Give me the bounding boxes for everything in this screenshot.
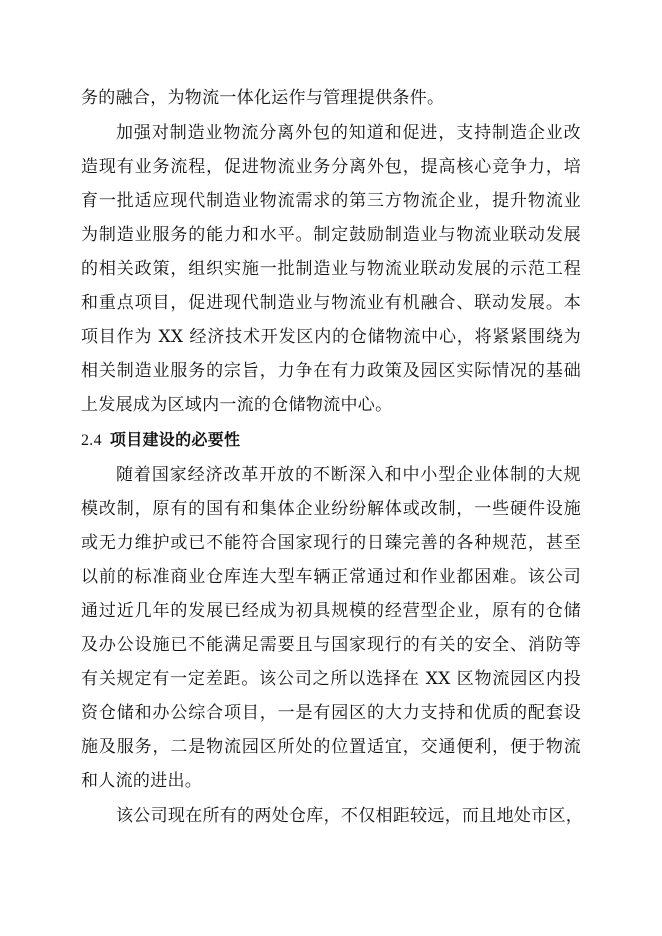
paragraph-line: 和重点项目，促进现代制造业与物流业有机融合、联动发展。本 xyxy=(81,293,581,313)
paragraph-line: 或无力维护或已不能符合国家现行的日臻完善的各种规范，甚至 xyxy=(81,533,581,553)
paragraph-line: 相关制造业服务的宗旨，力争在有力政策及园区实际情况的基础 xyxy=(81,361,581,381)
paragraph-line: 有关规定有一定差距。该公司之所以选择在 XX 区物流园区内投 xyxy=(81,669,581,689)
paragraph-line: 随着国家经济改革开放的不断深入和中小型企业体制的大规 xyxy=(116,465,581,485)
paragraph-line: 该公司现在所有的两处仓库，不仅相距较远，而且地处市区， xyxy=(116,806,584,826)
paragraph-line: 的相关政策，组织实施一批制造业与物流业联动发展的示范工程 xyxy=(81,259,581,279)
paragraph-line: 育一批适应现代制造业物流需求的第三方物流企业，提升物流业 xyxy=(81,191,581,211)
paragraph-line: 资仓储和办公综合项目，一是有园区的大力支持和优质的配套设 xyxy=(81,703,581,723)
section-number: 2.4 xyxy=(81,432,102,449)
section-heading xyxy=(81,430,581,451)
paragraph-line: 以前的标准商业仓库连大型车辆正常通过和作业都困难。该公司 xyxy=(81,567,581,587)
paragraph-line: 通过近几年的发展已经成为初具规模的经营型企业，原有的仓储 xyxy=(81,601,581,621)
paragraph-line: 加强对制造业物流分离外包的知道和促进，支持制造企业改 xyxy=(116,123,581,143)
paragraph-line: 施及服务，二是物流园区所处的位置适宜，交通便利，便于物流 xyxy=(81,737,581,757)
section-title: 项目建设的必要性 xyxy=(109,430,241,449)
paragraph-line: 为制造业服务的能力和水平。制定鼓励制造业与物流业联动发展 xyxy=(81,225,581,245)
paragraph-line: 上发展成为区域内一流的仓储物流中心。 xyxy=(81,395,393,415)
paragraph-line: 项目作为 XX 经济技术开发区内的仓储物流中心，将紧紧围绕为 xyxy=(81,327,581,347)
paragraph-line: 造现有业务流程，促进物流业务分离外包，提高核心竞争力，培 xyxy=(81,157,581,177)
paragraph-line: 模改制，原有的国有和集体企业纷纷解体或改制，一些硬件设施 xyxy=(81,499,581,519)
paragraph-line: 务的融合，为物流一体化运作与管理提供条件。 xyxy=(81,88,445,108)
paragraph-line: 和人流的进出。 xyxy=(81,771,203,791)
paragraph-line: 及办公设施已不能满足需要且与国家现行的有关的安全、消防等 xyxy=(81,635,581,655)
